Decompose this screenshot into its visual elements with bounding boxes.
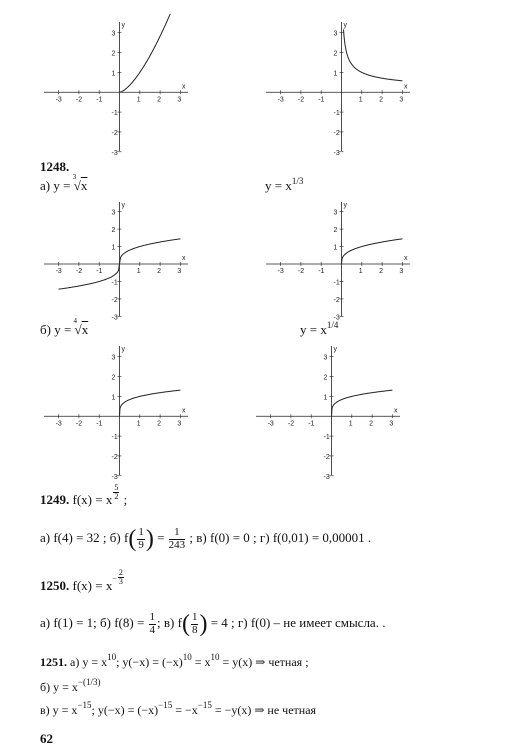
y-tick-label: -1 [323, 434, 330, 442]
function-curve [344, 30, 403, 81]
problem-1250-header: 1250. f(x) = x− $\frac{2}{3}$ [40, 568, 123, 593]
plot-top-right [262, 18, 412, 157]
x-tick-label: -1 [96, 420, 103, 428]
x-tick-label: -1 [96, 268, 103, 275]
x-tick-label: 2 [157, 420, 162, 428]
x-tick-label: -2 [297, 96, 305, 104]
x-tick-label: -1 [318, 268, 325, 275]
x-axis-label: x [182, 407, 186, 415]
problem-1249-header: 1249. f(x) = x $\frac{5}{2}$ ; [40, 483, 128, 507]
y-tick-label: -2 [111, 129, 118, 137]
y-tick-label: -3 [333, 314, 340, 322]
x-tick-label: -2 [75, 420, 83, 428]
problem-1248-b-formula: б) y = 4 √x [40, 317, 89, 337]
y-tick-label: -2 [323, 453, 330, 461]
problem-1250-answers: а) f(1) = 1; б) f(8) = $\frac{1}{4}$ ; в) f( $\frac{1}{8}$ ) = 4 ; г) f(0) – не имеет смысла. . [40, 611, 386, 638]
x-tick-label: 1 [136, 420, 141, 428]
x-tick-label: 2 [157, 96, 162, 104]
y-tick-label: -1 [333, 279, 340, 287]
y-tick-label: -1 [111, 279, 118, 287]
y-tick-label: -1 [111, 434, 118, 442]
y-tick-label: 1 [323, 394, 328, 402]
x-tick-label: 3 [177, 268, 182, 275]
x-tick-label: -2 [297, 268, 305, 275]
y-tick-label: 1 [333, 244, 338, 252]
y-tick-label: -3 [323, 473, 330, 481]
function-curve [120, 14, 171, 93]
y-axis-label: y [121, 22, 125, 29]
y-axis-label: y [333, 346, 337, 353]
plot-x-pow-1-4 [252, 342, 402, 481]
y-tick-label: -3 [111, 149, 118, 157]
x-tick-label: 2 [369, 420, 374, 428]
x-tick-label: -2 [75, 268, 83, 275]
y-tick-label: 3 [111, 354, 116, 362]
y-tick-label: 2 [111, 227, 116, 235]
y-tick-label: 3 [111, 209, 116, 217]
y-axis-label: y [343, 202, 347, 209]
x-tick-label: -3 [267, 420, 274, 428]
plot-fourth-root [40, 342, 190, 481]
problem-1251-b: б) $y = x^{-(1/3)}$ [40, 677, 101, 694]
x-tick-label: -3 [55, 268, 62, 275]
x-tick-label: 1 [136, 96, 141, 104]
y-tick-label: 2 [333, 50, 338, 58]
problem-1248-a-formula: а) y = 3 √x [40, 173, 88, 193]
problem-1249-answers: а) f(4) = 32 ; б) f( $\frac{1}{9}$ ) = $\frac{1}{243}$ ; в) f(0) = 0 ; г) f(0,01) = 0,00001 . [40, 526, 372, 553]
x-tick-label: -1 [96, 96, 103, 104]
y-tick-label: -1 [111, 110, 118, 118]
plot-top-left [40, 18, 190, 157]
y-tick-label: 1 [333, 70, 338, 78]
y-tick-label: -3 [333, 149, 340, 157]
x-tick-label: -3 [55, 96, 62, 104]
y-tick-label: -3 [111, 314, 118, 322]
problem-1251-a: 1251. а) $y = x^{10}$; $y(-x) = (-x)^{10} = x^{10} = y(x)$ ⇒ четная ; [40, 652, 309, 669]
y-tick-label: 3 [323, 354, 328, 362]
y-tick-label: 2 [323, 374, 328, 382]
y-tick-label: -2 [333, 129, 340, 137]
x-tick-label: 1 [358, 96, 363, 104]
y-tick-label: 3 [111, 30, 116, 38]
x-tick-label: 3 [177, 420, 182, 428]
x-tick-label: -1 [318, 96, 325, 104]
y-tick-label: -2 [111, 296, 118, 304]
y-tick-label: 2 [111, 374, 116, 382]
x-tick-label: 2 [379, 96, 384, 104]
x-tick-label: 1 [136, 268, 141, 275]
x-tick-label: 1 [358, 268, 363, 275]
problem-1251-c: в) $y = x^{-15}$; $y(-x) = (-x)^{-15} = -x^{-15} = -y(x)$ ⇒ не четная [40, 700, 317, 717]
y-axis-label: y [343, 22, 347, 29]
x-axis-label: x [404, 255, 408, 262]
x-tick-label: 2 [157, 268, 162, 275]
x-tick-label: 1 [348, 420, 353, 428]
x-tick-label: 3 [177, 96, 182, 104]
y-axis-label: y [121, 202, 125, 209]
function-curve [120, 390, 181, 416]
plot-cube-root [40, 198, 190, 322]
y-tick-label: 2 [333, 227, 338, 235]
page-number: 62 [40, 731, 53, 746]
y-tick-label: -2 [333, 296, 340, 304]
problem-1248-b-right-formula: $y = x^{1/4}$ [300, 320, 339, 337]
x-axis-label: x [394, 407, 398, 415]
x-tick-label: -1 [308, 420, 315, 428]
x-tick-label: -3 [277, 96, 284, 104]
x-tick-label: 3 [389, 420, 394, 428]
problem-1248-number: 1248. [40, 159, 70, 174]
y-tick-label: -1 [333, 110, 340, 118]
y-tick-label: -3 [111, 473, 118, 481]
x-tick-label: 3 [399, 96, 404, 104]
x-tick-label: -2 [75, 96, 83, 104]
y-tick-label: 2 [111, 50, 116, 58]
y-tick-label: 3 [333, 30, 338, 38]
y-tick-label: 3 [333, 209, 338, 217]
x-tick-label: 3 [399, 268, 404, 275]
x-tick-label: -2 [287, 420, 295, 428]
x-axis-label: x [182, 83, 186, 91]
x-tick-label: 2 [379, 268, 384, 275]
x-tick-label: -3 [277, 268, 284, 275]
x-axis-label: x [404, 83, 408, 91]
y-tick-label: 1 [111, 70, 116, 78]
x-tick-label: -3 [55, 420, 62, 428]
y-tick-label: 1 [111, 394, 116, 402]
function-curve [342, 239, 403, 264]
problem-1248-a-right-formula: $y = x^{1/3}$ [265, 176, 304, 193]
y-tick-label: 1 [111, 244, 116, 252]
y-tick-label: -2 [111, 453, 118, 461]
x-axis-label: x [182, 255, 186, 262]
plot-x-pow-1-3 [262, 198, 412, 322]
y-axis-label: y [121, 346, 125, 353]
function-curve [332, 390, 393, 416]
